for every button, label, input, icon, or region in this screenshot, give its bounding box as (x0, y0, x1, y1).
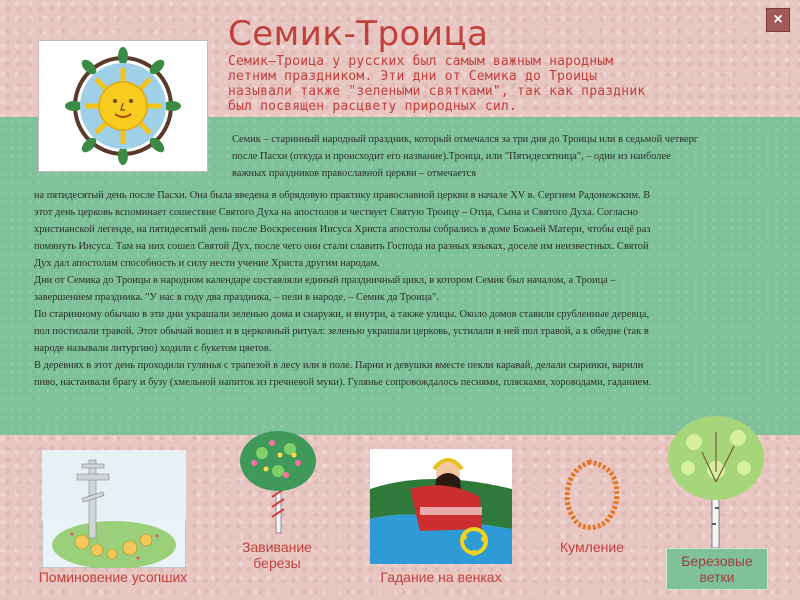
kumlenie-link[interactable] (548, 539, 636, 555)
intro-line: после Пасхи (откуда и происходит его название).Троица, или "Пятидесятница", – один из наиболее (232, 151, 671, 162)
pominovenie-card[interactable] (42, 450, 186, 568)
subtitle-line: летним праздником. Эти дни от Семика до Троицы (228, 69, 598, 84)
pominovenie-label: Поминовение усопших (38, 569, 188, 585)
close-icon: × (773, 11, 783, 28)
main-line: Дух дал апостолам способность и силу нести учение Христа другим народам. (34, 258, 380, 269)
zavivanie-label-line2: березы (253, 555, 301, 571)
intro-text (232, 131, 787, 182)
close-button[interactable] (766, 8, 790, 32)
main-line: христианской легенде, на пятидесятый день после Воскресения Иисуса Христа апостолы собрались в доме Божьей Матери, чтобы ещё раз (34, 224, 651, 235)
main-line: народе называли литургию) ходили с букетом цветов. (34, 343, 272, 354)
sun-emblem (38, 40, 208, 172)
intro-line: важных праздников православной церкви – отмечается (232, 168, 477, 179)
sun-wreath-illustration (39, 41, 207, 171)
gadanie-link[interactable] (356, 569, 526, 585)
birch-label-line2: ветки (699, 569, 735, 585)
pominovenie-link[interactable] (18, 569, 208, 585)
main-line: завершением праздника. "У нас в году два праздника, – пели в народе, – Семик да Троица". (34, 292, 439, 303)
main-text (34, 187, 779, 391)
main-line: помянуть Иисуса. Там на них сошел Святой Дух, после чего они стали славить Господа на разных языках, доселе им неизвестных. Святой (34, 241, 649, 252)
main-line: Дни от Семика до Троицы в народном календаре составляли единый праздничный цикл, в котором Семик был началом, а Троица – (34, 275, 616, 286)
birch-label-line1: Березовые (681, 553, 753, 569)
subtitle-line: был посвящен расцвету природных сил. (228, 99, 517, 114)
gadanie-card[interactable] (370, 449, 512, 564)
main-line: пол постилали травой. Этот обычай вошел и в церковный ритуал: зеленью украшали церковь, устилали в ней пол травой, а к обедне (так в (34, 326, 649, 337)
main-line: В деревнях в этот день проходили гулянья с трапезой в лесу или в поле. Парни и девушки вместе пекли каравай, делали сырники, варили (34, 360, 644, 371)
kumlenie-card[interactable] (560, 458, 624, 532)
girl-wreath-illustration (370, 449, 512, 564)
necklace-illustration (560, 458, 624, 532)
zavivanie-card[interactable] (232, 427, 322, 537)
grave-cross-illustration (42, 450, 186, 568)
zavivanie-label-line1: Завивание (242, 539, 312, 555)
subtitle-line: Семик–Троица у русских был самым важным народным (228, 54, 614, 69)
main-line: на пятидесятый день после Пасхи. Она была введена в обрядовую практику православной церкви в начале XV в. Сергием Радонежским. В (34, 190, 651, 201)
page-subtitle (228, 54, 708, 114)
page-title: Семик-Троица (228, 14, 489, 54)
zavivanie-link[interactable] (222, 539, 332, 571)
kumlenie-label: Кумление (560, 539, 624, 555)
subtitle-line: называли также "зелеными святками", так как праздник (228, 84, 646, 99)
main-line: этот день церковь вспоминает сошествие Святого Духа на апостолов и чествует Святую Троицу – Отца, Сына и Святого Духа. Согласно (34, 207, 638, 218)
decorated-birch-illustration (232, 427, 322, 537)
intro-line: Семик – старинный народный праздник, который отмечался за три дня до Троицы или в седьмой четверг (232, 134, 699, 145)
birch-tree-illustration (664, 412, 768, 548)
birch-link[interactable] (666, 548, 768, 590)
main-line: По старинному обычаю в эти дни украшали зеленью дома и снаружи, и внутри, а также улицы. Около домов ставили срубленные деревца, (34, 309, 650, 320)
birch-card[interactable] (664, 412, 768, 548)
gadanie-label: Гадание на венках (380, 569, 502, 585)
main-line: пиво, настаивали брагу и бузу (хмельной напиток из гречневой муки). Гулянье сопровождалось песнями, плясками, хороводами, гаданием. (34, 377, 652, 388)
